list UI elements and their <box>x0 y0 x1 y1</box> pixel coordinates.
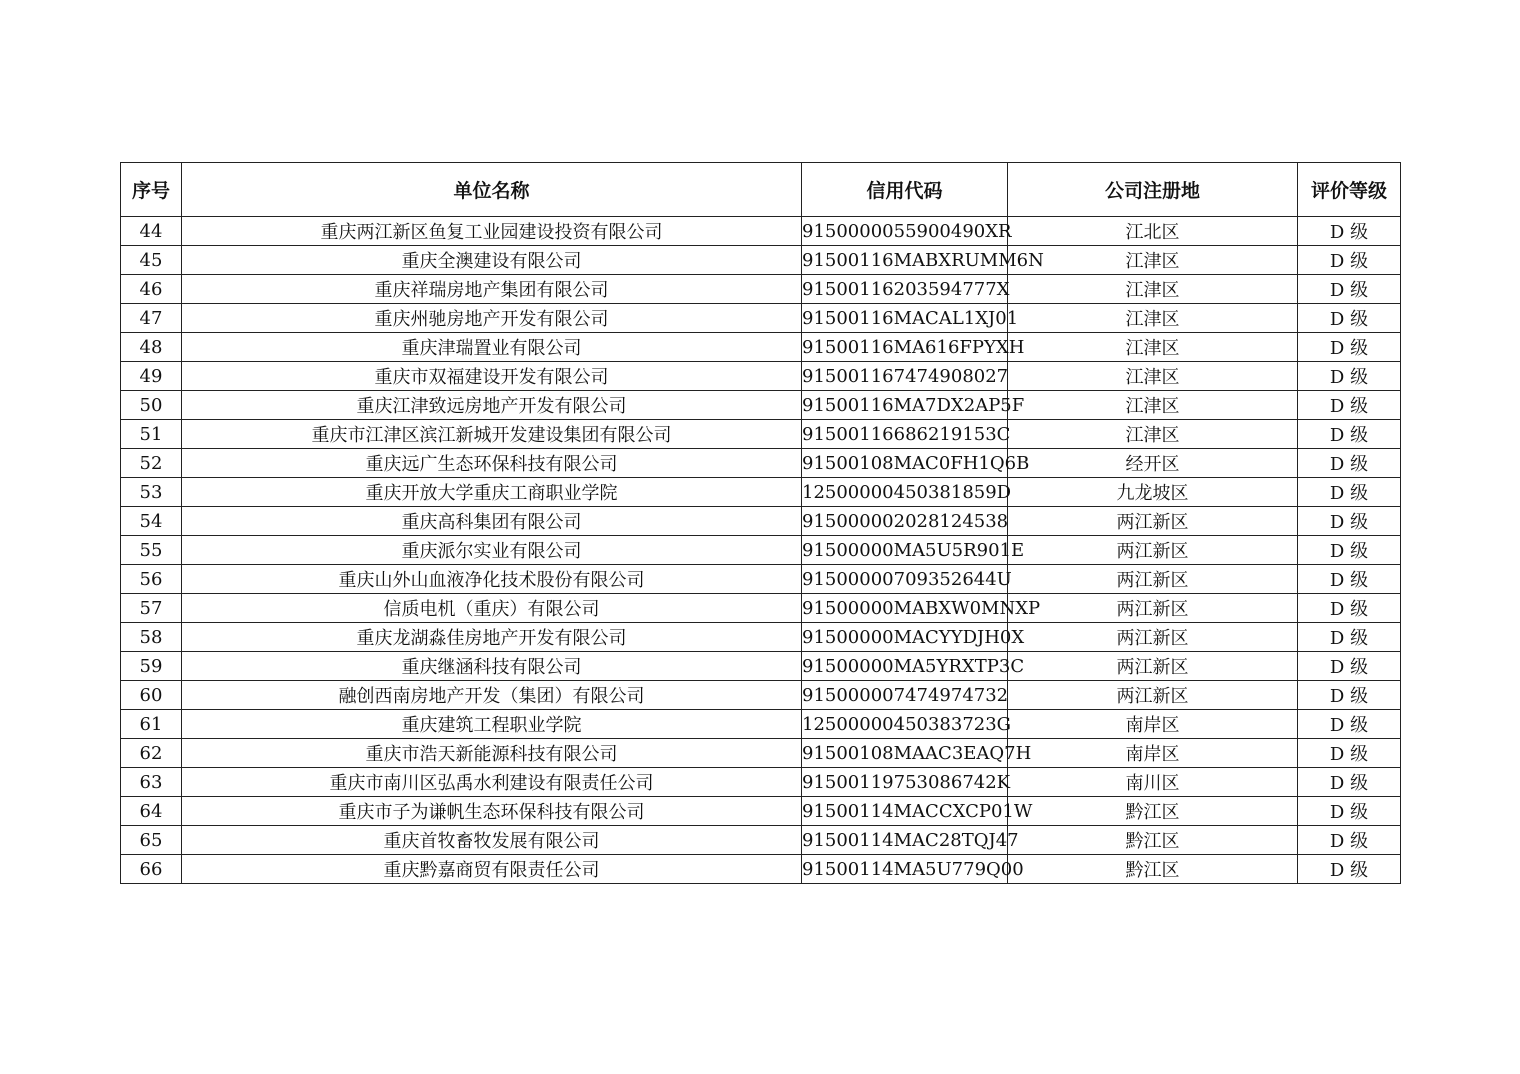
table-row <box>121 507 1401 536</box>
cell-credit-code: 91500119753086742K <box>802 768 1008 797</box>
header-credit-code: 信用代码 <box>802 163 1008 217</box>
cell-serial: 60 <box>121 681 182 710</box>
table-row <box>121 536 1401 565</box>
cell-credit-code: 91500000709352644U <box>802 565 1008 594</box>
cell-rating-grade: D 级 <box>1298 797 1401 826</box>
cell-company-name: 重庆山外山血液净化技术股份有限公司 <box>182 565 802 594</box>
cell-company-name: 重庆派尔实业有限公司 <box>182 536 802 565</box>
cell-rating-grade: D 级 <box>1298 304 1401 333</box>
cell-company-name: 重庆市江津区滨江新城开发建设集团有限公司 <box>182 420 802 449</box>
cell-serial: 61 <box>121 710 182 739</box>
cell-company-name: 重庆黔嘉商贸有限责任公司 <box>182 855 802 884</box>
header-row <box>121 163 1401 217</box>
cell-rating-grade: D 级 <box>1298 739 1401 768</box>
cell-credit-code: 91500116686219153C <box>802 420 1008 449</box>
table-row <box>121 594 1401 623</box>
table-row <box>121 623 1401 652</box>
cell-company-name: 重庆全澳建设有限公司 <box>182 246 802 275</box>
cell-company-name: 重庆市南川区弘禹水利建设有限责任公司 <box>182 768 802 797</box>
cell-registration-place: 江津区 <box>1008 391 1298 420</box>
table-row <box>121 304 1401 333</box>
cell-registration-place: 江津区 <box>1008 246 1298 275</box>
cell-credit-code: 915000007474974732 <box>802 681 1008 710</box>
cell-company-name: 重庆市浩天新能源科技有限公司 <box>182 739 802 768</box>
cell-serial: 62 <box>121 739 182 768</box>
table-row <box>121 826 1401 855</box>
cell-serial: 48 <box>121 333 182 362</box>
cell-serial: 47 <box>121 304 182 333</box>
table-row <box>121 275 1401 304</box>
cell-company-name: 重庆江津致远房地产开发有限公司 <box>182 391 802 420</box>
cell-credit-code: 91500116MACAL1XJ01 <box>802 304 1008 333</box>
cell-credit-code: 915000002028124538 <box>802 507 1008 536</box>
cell-company-name: 重庆市双福建设开发有限公司 <box>182 362 802 391</box>
cell-serial: 58 <box>121 623 182 652</box>
table-row <box>121 652 1401 681</box>
cell-credit-code: 91500114MA5U779Q00 <box>802 855 1008 884</box>
cell-credit-code: 91500000MABXW0MNXP <box>802 594 1008 623</box>
cell-rating-grade: D 级 <box>1298 420 1401 449</box>
cell-credit-code: 91500108MAC0FH1Q6B <box>802 449 1008 478</box>
cell-credit-code: 91500114MACCXCP01W <box>802 797 1008 826</box>
cell-rating-grade: D 级 <box>1298 449 1401 478</box>
cell-company-name: 重庆高科集团有限公司 <box>182 507 802 536</box>
cell-registration-place: 南岸区 <box>1008 710 1298 739</box>
cell-company-name: 重庆祥瑞房地产集团有限公司 <box>182 275 802 304</box>
cell-rating-grade: D 级 <box>1298 391 1401 420</box>
table-row <box>121 391 1401 420</box>
cell-registration-place: 江津区 <box>1008 304 1298 333</box>
cell-registration-place: 两江新区 <box>1008 681 1298 710</box>
cell-company-name: 重庆州驰房地产开发有限公司 <box>182 304 802 333</box>
table-row <box>121 217 1401 246</box>
cell-rating-grade: D 级 <box>1298 623 1401 652</box>
cell-serial: 63 <box>121 768 182 797</box>
cell-rating-grade: D 级 <box>1298 478 1401 507</box>
cell-rating-grade: D 级 <box>1298 333 1401 362</box>
cell-registration-place: 江津区 <box>1008 362 1298 391</box>
table-header <box>121 163 1401 217</box>
header-registration-place: 公司注册地 <box>1008 163 1298 217</box>
cell-rating-grade: D 级 <box>1298 275 1401 304</box>
cell-rating-grade: D 级 <box>1298 536 1401 565</box>
cell-serial: 44 <box>121 217 182 246</box>
header-company-name: 单位名称 <box>182 163 802 217</box>
cell-rating-grade: D 级 <box>1298 362 1401 391</box>
cell-company-name: 重庆龙湖淼佳房地产开发有限公司 <box>182 623 802 652</box>
cell-registration-place: 经开区 <box>1008 449 1298 478</box>
header-serial: 序号 <box>121 163 182 217</box>
header-rating-grade: 评价等级 <box>1298 163 1401 217</box>
cell-company-name: 重庆首牧畜牧发展有限公司 <box>182 826 802 855</box>
cell-credit-code: 91500000MA5YRXTP3C <box>802 652 1008 681</box>
cell-credit-code: 12500000450381859D <box>802 478 1008 507</box>
cell-serial: 52 <box>121 449 182 478</box>
cell-rating-grade: D 级 <box>1298 594 1401 623</box>
cell-registration-place: 南川区 <box>1008 768 1298 797</box>
table-row <box>121 478 1401 507</box>
cell-registration-place: 江北区 <box>1008 217 1298 246</box>
table-row <box>121 768 1401 797</box>
cell-serial: 65 <box>121 826 182 855</box>
cell-rating-grade: D 级 <box>1298 681 1401 710</box>
cell-rating-grade: D 级 <box>1298 246 1401 275</box>
cell-credit-code: 91500116MA7DX2AP5F <box>802 391 1008 420</box>
cell-serial: 49 <box>121 362 182 391</box>
cell-company-name: 重庆两江新区鱼复工业园建设投资有限公司 <box>182 217 802 246</box>
cell-credit-code: 91500000MA5U5R901E <box>802 536 1008 565</box>
cell-credit-code: 91500116MABXRUMM6N <box>802 246 1008 275</box>
cell-company-name: 融创西南房地产开发（集团）有限公司 <box>182 681 802 710</box>
cell-serial: 51 <box>121 420 182 449</box>
cell-company-name: 重庆建筑工程职业学院 <box>182 710 802 739</box>
cell-serial: 57 <box>121 594 182 623</box>
cell-registration-place: 两江新区 <box>1008 565 1298 594</box>
table-row <box>121 855 1401 884</box>
cell-company-name: 信质电机（重庆）有限公司 <box>182 594 802 623</box>
cell-serial: 64 <box>121 797 182 826</box>
cell-registration-place: 两江新区 <box>1008 536 1298 565</box>
cell-company-name: 重庆继涵科技有限公司 <box>182 652 802 681</box>
cell-serial: 55 <box>121 536 182 565</box>
cell-registration-place: 江津区 <box>1008 420 1298 449</box>
table-row <box>121 739 1401 768</box>
cell-company-name: 重庆远广生态环保科技有限公司 <box>182 449 802 478</box>
cell-registration-place: 两江新区 <box>1008 652 1298 681</box>
table-row <box>121 449 1401 478</box>
cell-rating-grade: D 级 <box>1298 565 1401 594</box>
cell-serial: 50 <box>121 391 182 420</box>
cell-credit-code: 12500000450383723G <box>802 710 1008 739</box>
cell-serial: 45 <box>121 246 182 275</box>
cell-registration-place: 两江新区 <box>1008 623 1298 652</box>
cell-rating-grade: D 级 <box>1298 652 1401 681</box>
table-row <box>121 565 1401 594</box>
cell-registration-place: 江津区 <box>1008 275 1298 304</box>
table-row <box>121 362 1401 391</box>
cell-serial: 66 <box>121 855 182 884</box>
cell-registration-place: 黔江区 <box>1008 797 1298 826</box>
rating-table <box>120 162 1401 884</box>
cell-company-name: 重庆津瑞置业有限公司 <box>182 333 802 362</box>
cell-credit-code: 91500116203594777X <box>802 275 1008 304</box>
cell-credit-code: 91500108MAAC3EAQ7H <box>802 739 1008 768</box>
cell-serial: 54 <box>121 507 182 536</box>
table-row <box>121 797 1401 826</box>
cell-rating-grade: D 级 <box>1298 507 1401 536</box>
table-row <box>121 710 1401 739</box>
cell-registration-place: 黔江区 <box>1008 855 1298 884</box>
table-body <box>121 217 1401 884</box>
cell-serial: 53 <box>121 478 182 507</box>
table-row <box>121 681 1401 710</box>
cell-company-name: 重庆开放大学重庆工商职业学院 <box>182 478 802 507</box>
cell-credit-code: 9150000055900490XR <box>802 217 1008 246</box>
cell-rating-grade: D 级 <box>1298 826 1401 855</box>
cell-credit-code: 91500000MACYYDJH0X <box>802 623 1008 652</box>
cell-serial: 59 <box>121 652 182 681</box>
table-row <box>121 420 1401 449</box>
cell-credit-code: 91500114MAC28TQJ47 <box>802 826 1008 855</box>
cell-rating-grade: D 级 <box>1298 855 1401 884</box>
table-row <box>121 333 1401 362</box>
cell-rating-grade: D 级 <box>1298 768 1401 797</box>
cell-registration-place: 两江新区 <box>1008 594 1298 623</box>
cell-rating-grade: D 级 <box>1298 217 1401 246</box>
cell-credit-code: 915001167474908027 <box>802 362 1008 391</box>
cell-registration-place: 江津区 <box>1008 333 1298 362</box>
cell-registration-place: 南岸区 <box>1008 739 1298 768</box>
cell-serial: 46 <box>121 275 182 304</box>
cell-rating-grade: D 级 <box>1298 710 1401 739</box>
cell-registration-place: 两江新区 <box>1008 507 1298 536</box>
cell-registration-place: 九龙坡区 <box>1008 478 1298 507</box>
table-row <box>121 246 1401 275</box>
cell-registration-place: 黔江区 <box>1008 826 1298 855</box>
cell-serial: 56 <box>121 565 182 594</box>
cell-credit-code: 91500116MA616FPYXH <box>802 333 1008 362</box>
cell-company-name: 重庆市子为谦帆生态环保科技有限公司 <box>182 797 802 826</box>
